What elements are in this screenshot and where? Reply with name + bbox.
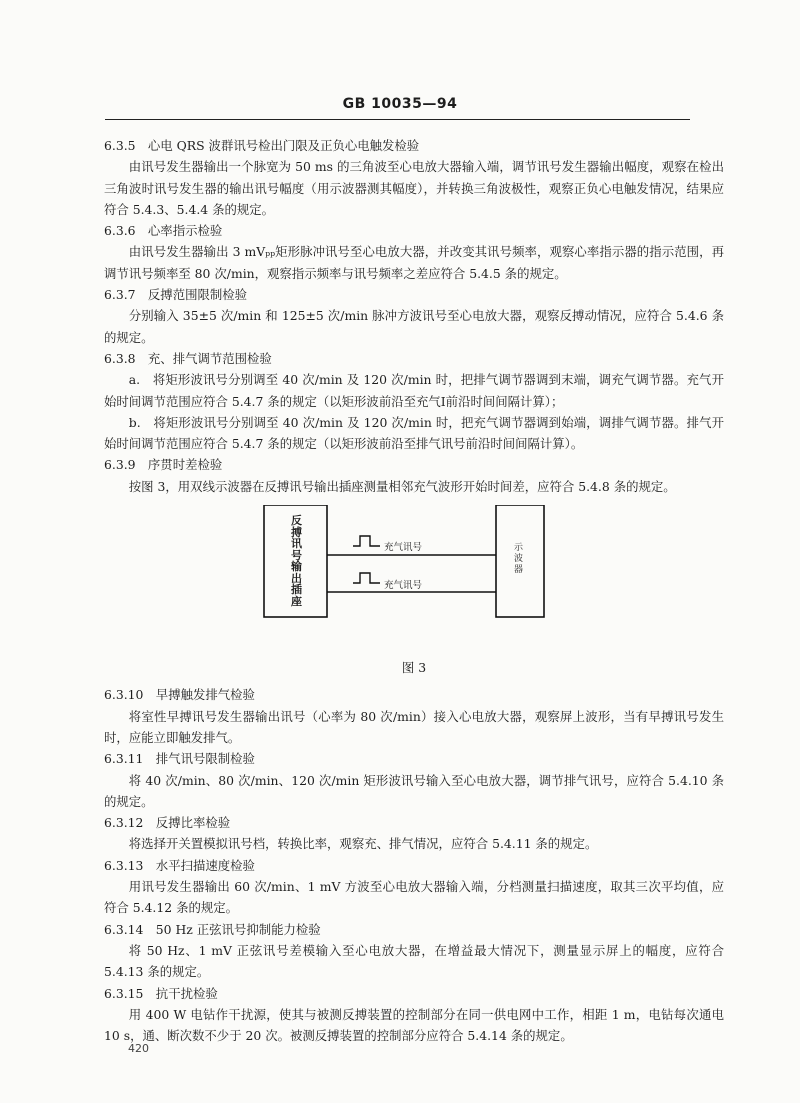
section-paragraph: 将选择开关置模拟讯号档，转换比率，观察充、排气情况，应符合 5.4.11 条的规定。 — [128, 836, 598, 852]
section-paragraph: 分别输入 35±5 次/min 和 125±5 次/min 脉冲方波讯号至心电放大器，观察反搏动情况，应符合 5.4.6 条的规定。 — [104, 308, 724, 345]
figure-3 — [104, 505, 724, 655]
figure-caption: 图 3 — [401, 660, 427, 676]
pulse-waveform-1 — [353, 536, 380, 546]
left-box-label: 反搏讯号输出插座 — [291, 514, 302, 608]
section-heading: 6.3.12 反搏比率检验 — [104, 815, 231, 831]
section-heading: 6.3.8 充、排气调节范围检验 — [104, 350, 272, 366]
section-paragraph: 按图 3，用双线示波器在反搏讯号输出插座测量相邻充气波形开始时间差，应符合 5.4.8 条的规定。 — [128, 478, 676, 494]
header-rule — [105, 119, 690, 120]
section-paragraph: 将 40 次/min、80 次/min、120 次/min 矩形波讯号输入至心电放大器，调节排气讯号，应符合 5.4.10 条的规定。 — [104, 772, 724, 809]
section-heading: 6.3.11 排气讯号限制检验 — [104, 751, 255, 767]
section-paragraph: 由讯号发生器输出一个脉宽为 50 ms 的三角波至心电放大器输入端，调节讯号发生器输出幅度，观察在检出三角波时讯号发生器的输出讯号幅度（用示波器测其幅度），并转换三角波极性，观察正负心电触发情况，结果应符合 5.4.3、5.4.4 条的规定。 — [104, 159, 724, 217]
document-body — [104, 135, 724, 1046]
pulse-waveform-2 — [353, 573, 380, 583]
section-heading: 6.3.13 水平扫描速度检验 — [104, 857, 255, 873]
section-heading: 6.3.7 反搏范围限制检验 — [104, 287, 248, 303]
section-heading: 6.3.10 早搏触发排气检验 — [104, 687, 255, 703]
line2-label: 充气讯号 — [384, 580, 423, 592]
section-paragraph: 将 50 Hz、1 mV 正弦讯号差模输入至心电放大器，在增益最大情况下，测量显示屏上的幅度，应符合 5.4.13 条的规定。 — [104, 942, 724, 980]
sections-before-figure — [104, 135, 724, 497]
standard-number: GB 10035—94 — [342, 96, 458, 112]
right-box-label: 示波器 — [514, 543, 524, 576]
page-number: 420 — [128, 1042, 149, 1055]
section-paragraph: b. 将矩形波讯号分别调至 40 次/min 及 120 次/min 时，把充气调节器调到始端，调排气调节器。排气开始时间调节范围应符合 5.4.7 条的规定（以矩形波前沿至排气讯号前沿时间间隔计算）。 — [104, 414, 724, 452]
line1-label: 充气讯号 — [384, 542, 423, 554]
section-paragraph: 用讯号发生器输出 60 次/min、1 mV 方波至心电放大器输入端，分档测量扫描速度，取其三次平均值，应符合 5.4.12 条的规定。 — [104, 879, 724, 916]
section-heading: 6.3.5 心电 QRS 波群讯号检出门限及正负心电触发检验 — [104, 138, 420, 153]
section-heading: 6.3.15 抗干扰检验 — [104, 985, 218, 1001]
section-heading: 6.3.6 心率指示检验 — [104, 223, 223, 239]
section-paragraph: 用 400 W 电钻作干扰源，使其与被测反搏装置的控制部分在同一供电网中工作，相距 1 m，电钻每次通电 10 s，通、断次数不少于 20 次。被测反搏装置的控制部分应符合 5.4.14 条的规定。 — [104, 1006, 724, 1044]
section-paragraph: 将室性早搏讯号发生器输出讯号（心率为 80 次/min）接入心电放大器，观察屏上波形，当有早搏讯号发生时，应能立即触发排气。 — [104, 708, 724, 745]
section-paragraph: a. 将矩形波讯号分别调至 40 次/min 及 120 次/min 时，把排气调节器调到末端，调充气调节器。充气开始时间调节范围应符合 5.4.7 条的规定（以矩形波前沿至充气Ⅰ前沿时间间隔计算）； — [104, 372, 724, 409]
section-heading: 6.3.9 序贯时差检验 — [104, 457, 223, 473]
sections-after-figure — [104, 684, 724, 1046]
section-paragraph: 由讯号发生器输出 3 mVₚₚ矩形脉冲讯号至心电放大器，并改变其讯号频率，观察心率指示器的指示范围，再调节讯号频率至 80 次/min，观察指示频率与讯号频率之差应符合 5.4.5 条的规定。 — [104, 244, 724, 281]
section-heading: 6.3.14 50 Hz 正弦讯号抑制能力检验 — [104, 921, 321, 937]
